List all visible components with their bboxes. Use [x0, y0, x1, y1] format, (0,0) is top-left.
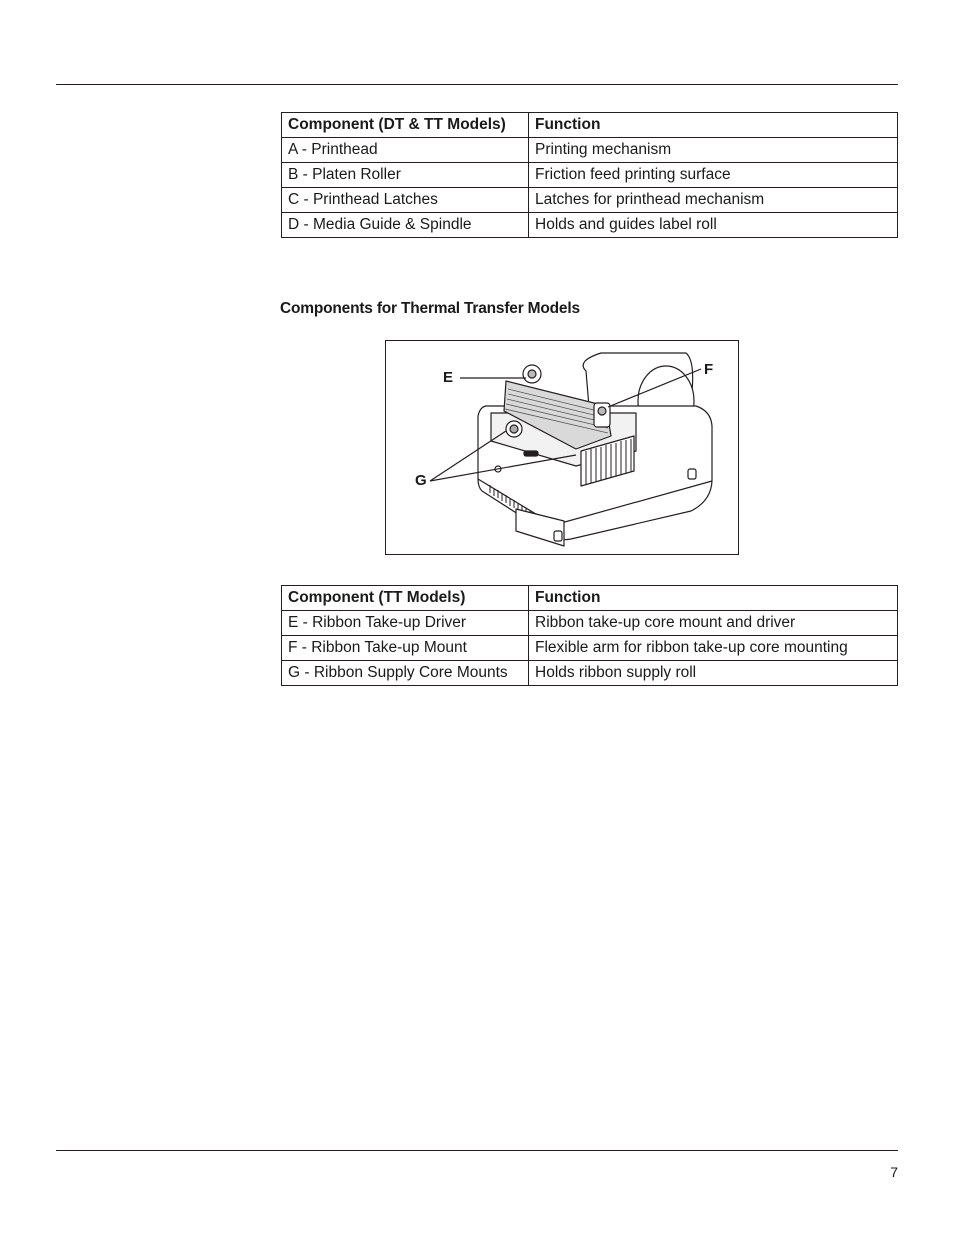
function-cell: Holds ribbon supply roll	[529, 661, 898, 686]
table-row	[282, 636, 898, 661]
function-cell: Printing mechanism	[529, 138, 898, 163]
callout-f: F	[704, 361, 714, 378]
component-cell: B - Platen Roller	[282, 163, 529, 188]
component-cell: G - Ribbon Supply Core Mounts	[282, 661, 529, 686]
table-header-row	[282, 113, 898, 138]
table-row	[282, 163, 898, 188]
table-row	[282, 138, 898, 163]
function-cell: Ribbon take-up core mount and driver	[529, 611, 898, 636]
function-cell: Flexible arm for ribbon take-up core mounting	[529, 636, 898, 661]
printer-illustration	[385, 340, 739, 555]
tt-components-table	[281, 585, 898, 686]
table-header-row	[282, 586, 898, 611]
footer-rule	[56, 1150, 898, 1151]
printer-drawing	[386, 341, 740, 556]
section-title: Components for Thermal Transfer Models	[280, 300, 580, 317]
table-row	[282, 213, 898, 238]
component-cell: F - Ribbon Take-up Mount	[282, 636, 529, 661]
header-function: Function	[529, 586, 898, 611]
header-rule	[56, 84, 898, 85]
header-function: Function	[529, 113, 898, 138]
table-row	[282, 611, 898, 636]
table-row	[282, 661, 898, 686]
dt-tt-components-table	[281, 112, 898, 238]
header-component: Component (TT Models)	[282, 586, 529, 611]
function-cell: Latches for printhead mechanism	[529, 188, 898, 213]
component-cell: E - Ribbon Take-up Driver	[282, 611, 529, 636]
page-number: 7	[890, 1164, 898, 1180]
table-row	[282, 188, 898, 213]
callout-g: G	[415, 472, 427, 489]
component-cell: A - Printhead	[282, 138, 529, 163]
component-cell: D - Media Guide & Spindle	[282, 213, 529, 238]
component-cell: C - Printhead Latches	[282, 188, 529, 213]
callout-e: E	[443, 369, 454, 386]
function-cell: Holds and guides label roll	[529, 213, 898, 238]
function-cell: Friction feed printing surface	[529, 163, 898, 188]
header-component: Component (DT & TT Models)	[282, 113, 529, 138]
